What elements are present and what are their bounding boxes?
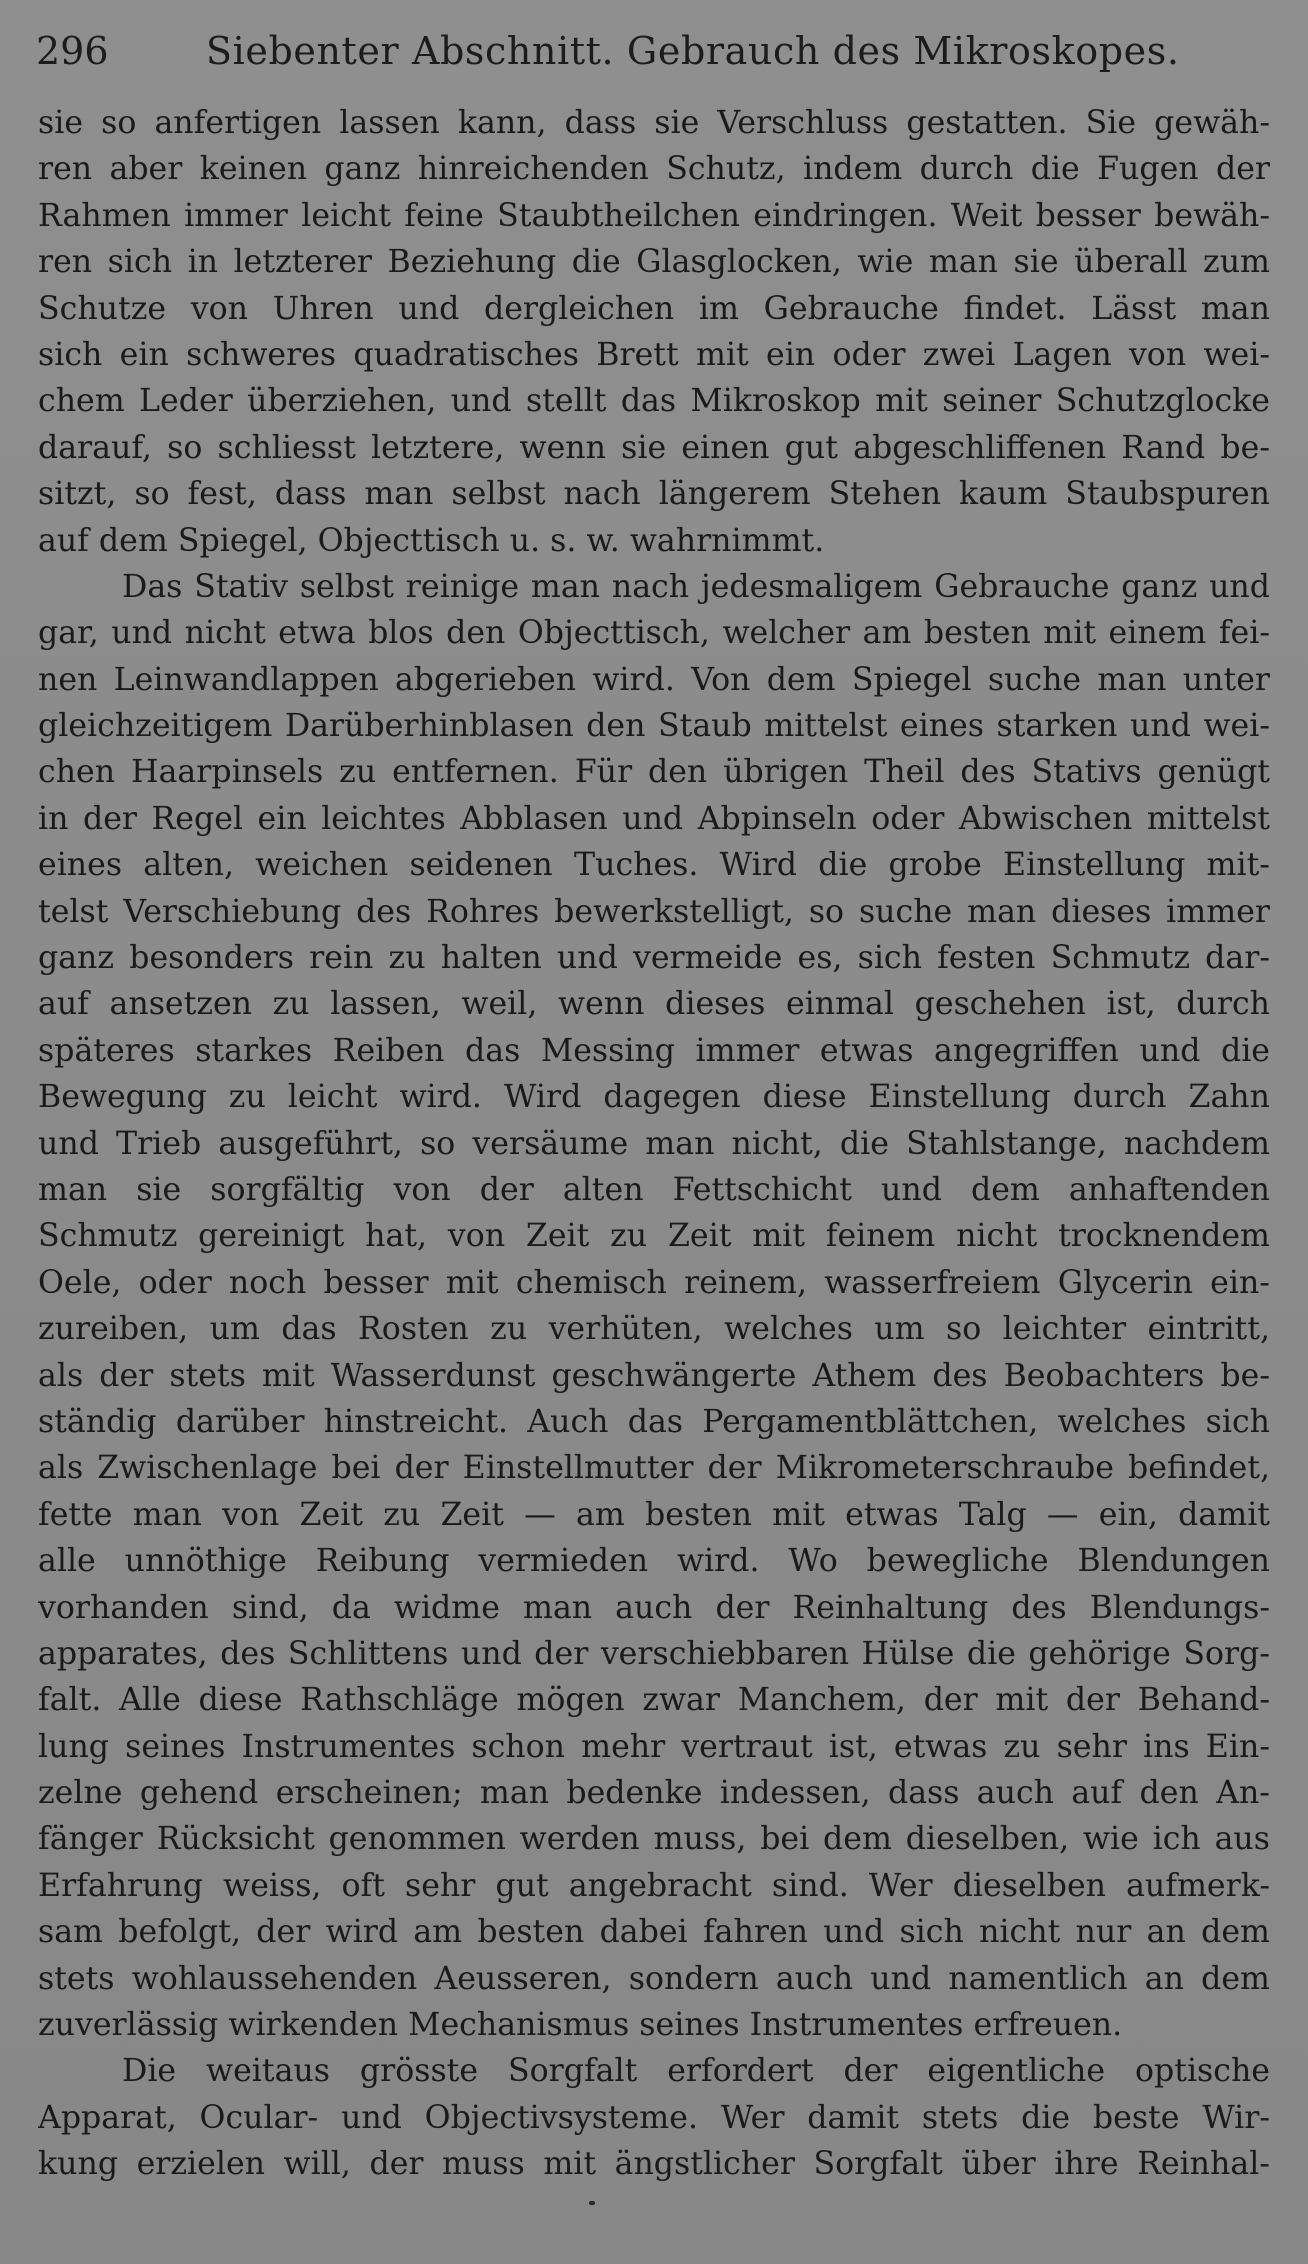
text-line: nen Leinwandlappen abgerieben wird. Von dem Spiegel suche man unter bbox=[38, 661, 1270, 698]
text-line: als Zwischenlage bei der Einstellmutter der Mikrometerschraube befindet, bbox=[38, 1450, 1270, 1487]
text-line: Oele, oder noch besser mit chemisch reinem, wasserfreiem Glycerin ein- bbox=[38, 1264, 1270, 1301]
text-line: sich ein schweres quadratisches Brett mit ein oder zwei Lagen von wei- bbox=[38, 336, 1270, 373]
text-line: gar, und nicht etwa blos den Objecttisch, welcher am besten mit einem fei- bbox=[38, 615, 1270, 652]
text-line: Schmutz gereinigt hat, von Zeit zu Zeit mit feinem nicht trocknendem bbox=[38, 1218, 1270, 1255]
running-head: Siebenter Abschnitt. Gebrauch des Mikroskopes. bbox=[206, 29, 1180, 73]
body-text bbox=[38, 100, 1270, 2188]
text-line: apparates, des Schlittens und der verschiebbaren Hülse die gehörige Sorg- bbox=[38, 1635, 1270, 1672]
print-speck bbox=[589, 2201, 595, 2205]
text-line: gleichzeitigem Darüberhinblasen den Staub mittelst eines starken und wei- bbox=[38, 708, 1270, 745]
text-line: falt. Alle diese Rathschläge mögen zwar Manchem, der mit der Behand- bbox=[38, 1682, 1270, 1719]
text-line: späteres starkes Reiben das Messing immer etwas angegriffen und die bbox=[38, 1032, 1270, 1069]
text-line: Apparat, Ocular- und Objectivsysteme. Wer damit stets die beste Wir- bbox=[38, 2099, 1270, 2136]
paragraph-start-line: Das Stativ selbst reinige man nach jedesmaligem Gebrauche ganz und bbox=[122, 568, 1270, 605]
text-line: Schutze von Uhren und dergleichen im Gebrauche findet. Lässt man bbox=[38, 290, 1270, 327]
text-line: chem Leder überziehen, und stellt das Mikroskop mit seiner Schutzglocke bbox=[38, 383, 1270, 420]
text-line: auf ansetzen zu lassen, weil, wenn dieses einmal geschehen ist, durch bbox=[38, 986, 1270, 1023]
text-line: lung seines Instrumentes schon mehr vertraut ist, etwas zu sehr ins Ein- bbox=[38, 1728, 1270, 1765]
text-line: sam befolgt, der wird am besten dabei fahren und sich nicht nur an dem bbox=[38, 1914, 1270, 1951]
text-line: ren sich in letzterer Beziehung die Glasglocken, wie man sie überall zum bbox=[38, 244, 1270, 281]
text-line: chen Haarpinsels zu entfernen. Für den übrigen Theil des Stativs genügt bbox=[38, 754, 1270, 791]
page-number: 296 bbox=[36, 29, 109, 73]
text-line: Bewegung zu leicht wird. Wird dagegen diese Einstellung durch Zahn bbox=[38, 1079, 1270, 1116]
paragraph-start-line: Die weitaus grösste Sorgfalt erfordert der eigentliche optische bbox=[122, 2053, 1270, 2090]
page-header bbox=[36, 26, 1272, 76]
text-line: kung erzielen will, der muss mit ängstlicher Sorgfalt über ihre Reinhal- bbox=[38, 2146, 1270, 2183]
text-line: sie so anfertigen lassen kann, dass sie Verschluss gestatten. Sie gewäh- bbox=[38, 105, 1270, 141]
text-line: zelne gehend erscheinen; man bedenke indessen, dass auch auf den An- bbox=[38, 1775, 1270, 1812]
text-line: fette man von Zeit zu Zeit — am besten mit etwas Talg — ein, damit bbox=[38, 1496, 1270, 1533]
text-line: eines alten, weichen seidenen Tuches. Wird die grobe Einstellung mit- bbox=[38, 847, 1270, 884]
text-line: alle unnöthige Reibung vermieden wird. Wo bewegliche Blendungen bbox=[38, 1543, 1270, 1580]
text-line: zureiben, um das Rosten zu verhüten, welches um so leichter eintritt, bbox=[38, 1311, 1270, 1348]
text-line: als der stets mit Wasserdunst geschwängerte Athem des Beobachters be- bbox=[38, 1357, 1270, 1394]
text-line: ganz besonders rein zu halten und vermeide es, sich festen Schmutz dar- bbox=[38, 940, 1270, 977]
text-line: Erfahrung weiss, oft sehr gut angebracht sind. Wer dieselben aufmerk- bbox=[38, 1867, 1270, 1904]
text-line: ständig darüber hinstreicht. Auch das Pergamentblättchen, welches sich bbox=[38, 1403, 1270, 1440]
text-line: in der Regel ein leichtes Abblasen und Abpinseln oder Abwischen mittelst bbox=[38, 800, 1270, 837]
text-line: man sie sorgfältig von der alten Fettschicht und dem anhaftenden bbox=[38, 1171, 1270, 1208]
text-line: ren aber keinen ganz hinreichenden Schutz, indem durch die Fugen der bbox=[38, 151, 1270, 188]
text-line: darauf, so schliesst letztere, wenn sie einen gut abgeschliffenen Rand be- bbox=[38, 429, 1270, 466]
text-line: telst Verschiebung des Rohres bewerkstelligt, so suche man dieses immer bbox=[38, 893, 1270, 930]
text-line: zuverlässig wirkenden Mechanismus seines Instrumentes erfreuen. bbox=[38, 2007, 1123, 2044]
text-line: Rahmen immer leicht feine Staubtheilchen eindringen. Weit besser bewäh- bbox=[38, 197, 1270, 234]
text-line: sitzt, so fest, dass man selbst nach längerem Stehen kaum Staubspuren bbox=[38, 476, 1270, 513]
text-line: vorhanden sind, da widme man auch der Reinhaltung des Blendungs- bbox=[38, 1589, 1270, 1626]
text-line: auf dem Spiegel, Objecttisch u. s. w. wahrnimmt. bbox=[38, 522, 825, 559]
text-line: stets wohlaussehenden Aeusseren, sondern auch und namentlich an dem bbox=[38, 1960, 1270, 1997]
text-line: fänger Rücksicht genommen werden muss, bei dem dieselben, wie ich aus bbox=[38, 1821, 1270, 1858]
text-line: und Trieb ausgeführt, so versäume man nicht, die Stahlstange, nachdem bbox=[38, 1125, 1270, 1162]
